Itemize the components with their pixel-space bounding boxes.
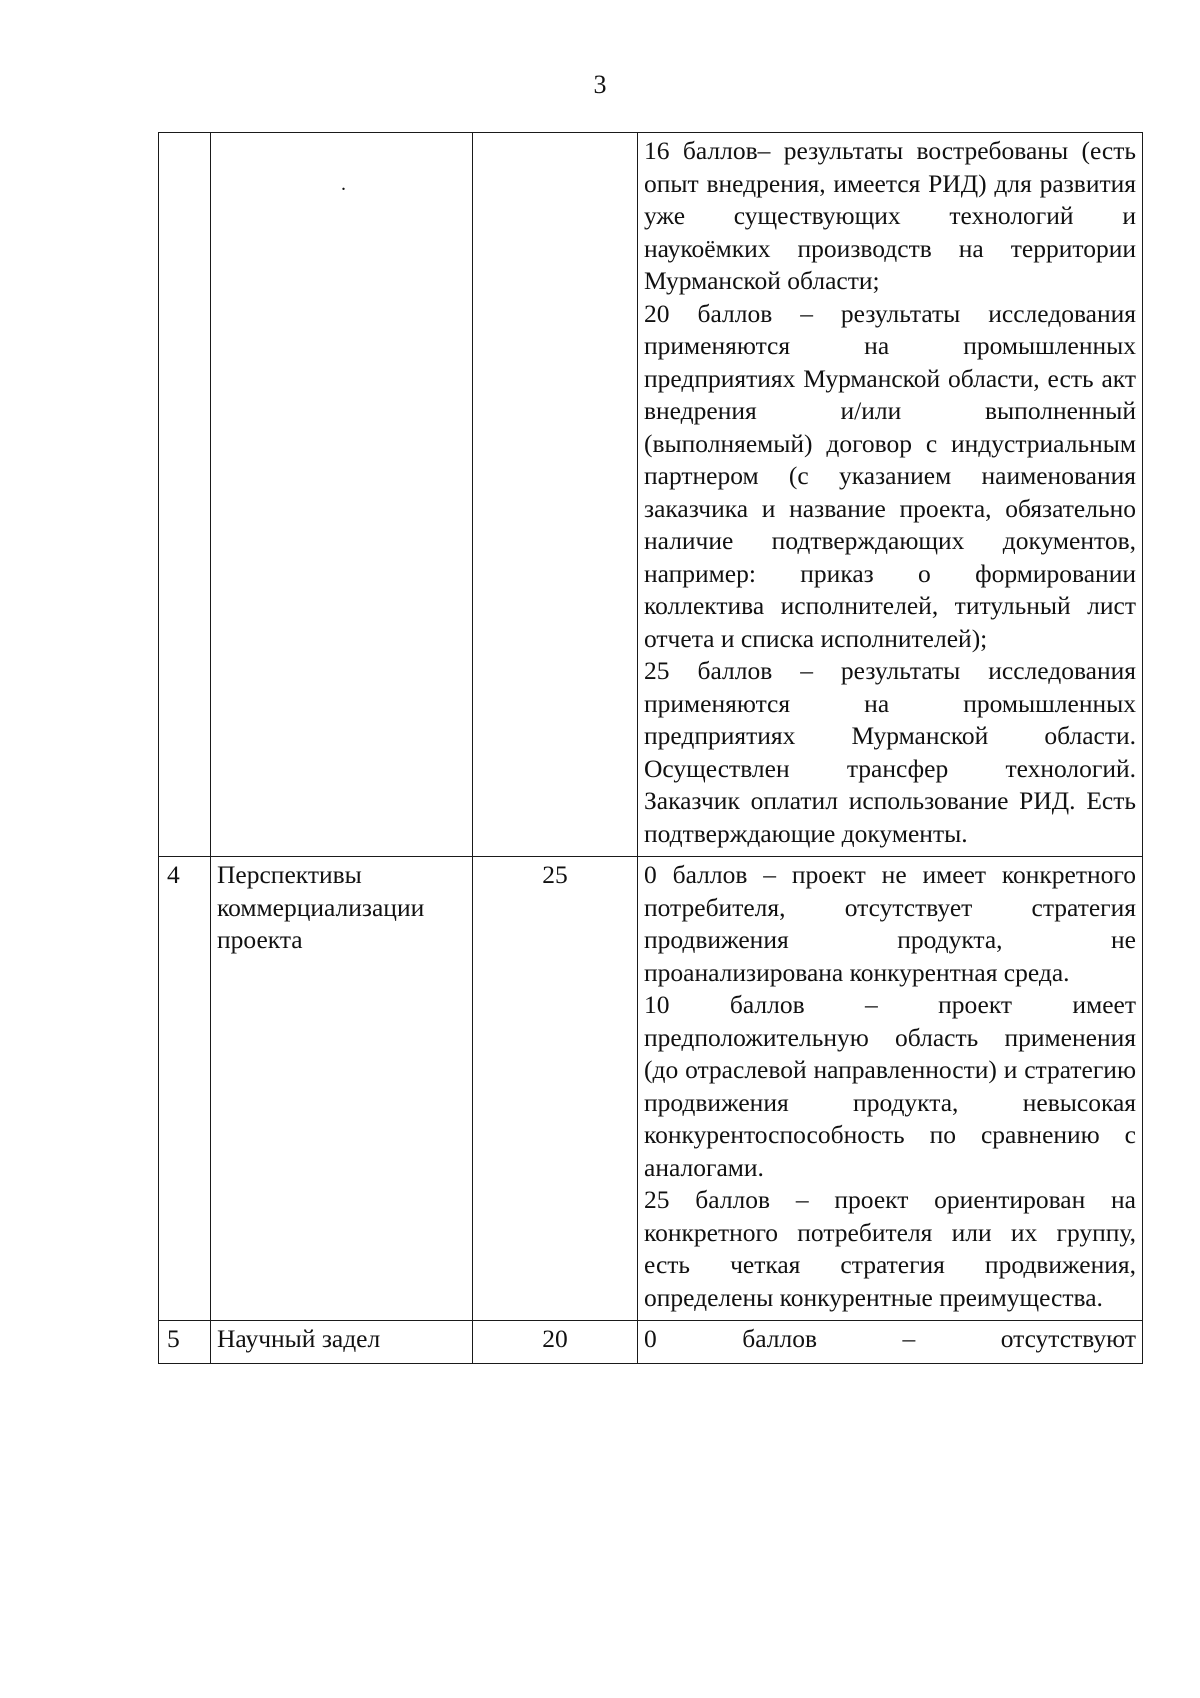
criterion-name-cell	[211, 133, 473, 857]
row-number-cell: 4	[159, 857, 211, 1321]
scoring-description-cell	[638, 857, 1143, 1321]
stray-mark: .	[341, 173, 346, 195]
max-score-cell: 25	[473, 857, 638, 1321]
scoring-paragraph: 16 баллов– результаты востребованы (есть опыт внедрения, имеется РИД) для развития уже существующих технологий и наукоёмких производств на территории Мурманской области;	[644, 136, 1136, 295]
scoring-description-cell	[638, 1321, 1143, 1364]
scoring-paragraph: 0 баллов – отсутствуют	[644, 1324, 1136, 1353]
criterion-name-cell: Перспективы коммерциализации проекта	[211, 857, 473, 1321]
scoring-paragraph: 25 баллов – результаты исследования применяются на промышленных предприятиях Мурманской области. Осуществлен трансфер технологий. Заказчик оплатил использование РИД. Есть подтверждающие документы.	[644, 656, 1136, 848]
scoring-description-cell	[638, 133, 1143, 857]
criterion-name-cell: Научный задел	[211, 1321, 473, 1364]
table-row-scientific-groundwork	[159, 1321, 1143, 1364]
scoring-paragraph: 25 баллов – проект ориентирован на конкретного потребителя или их группу, есть четкая стратегия продвижения, определены конкурентные преимущества.	[644, 1185, 1136, 1312]
scoring-paragraph: 20 баллов – результаты исследования применяются на промышленных предприятиях Мурманской области, есть акт внедрения и/или выполненный (выполняемый) договор с индустриальным партнером (с указанием наименования заказчика и название проекта, обязательно наличие подтверждающих документов, например: приказ о формировании коллектива исполнителей, титульный лист отчета и списка исполнителей);	[644, 298, 1136, 653]
page-number: 3	[593, 70, 607, 99]
max-score-cell: 20	[473, 1321, 638, 1364]
table-row-continuation	[159, 133, 1143, 857]
criteria-table	[158, 132, 1143, 1364]
max-score-cell	[473, 133, 638, 857]
row-number-cell: 5	[159, 1321, 211, 1364]
scoring-paragraph: 10 баллов – проект имеет предположительную область применения (до отраслевой направленности) и стратегию продвижения продукта, невысокая конкурентоспособность по сравнению с аналогами.	[644, 990, 1136, 1182]
scoring-paragraph: 0 баллов – проект не имеет конкретного потребителя, отсутствует стратегия продвижения продукта, не проанализирована конкурентная среда.	[644, 860, 1136, 987]
table-row-commercialization	[159, 857, 1143, 1321]
row-number-cell	[159, 133, 211, 857]
